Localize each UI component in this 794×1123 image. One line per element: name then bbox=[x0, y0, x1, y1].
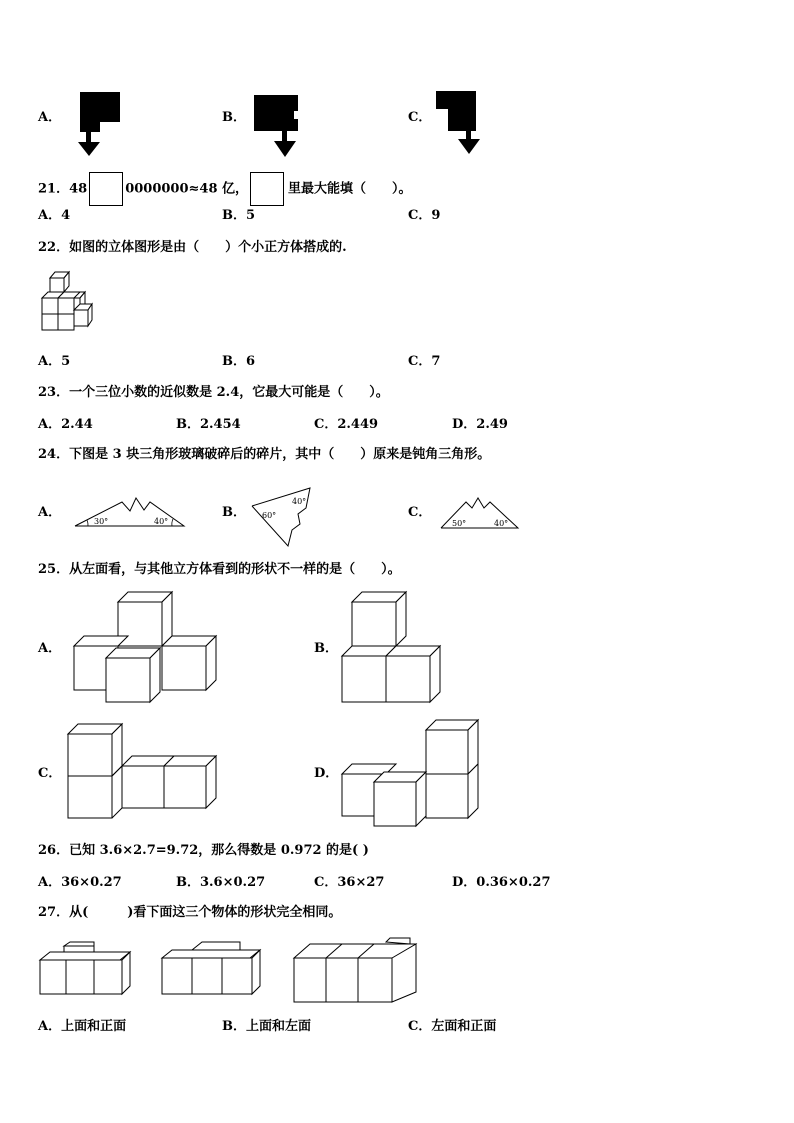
q25-option-c-label: C． bbox=[38, 766, 62, 781]
q21-option-b: B．5 bbox=[222, 208, 256, 223]
q27-object-2 bbox=[158, 940, 264, 1000]
q20-option-b-figure bbox=[254, 93, 304, 159]
q25-option-a-figure bbox=[70, 588, 222, 708]
q25-option-a-label: A． bbox=[38, 641, 62, 656]
q24-b-angle-2: 40° bbox=[292, 497, 307, 506]
q25-option-b-label: B． bbox=[314, 641, 338, 656]
q23-option-d: D．2.49 bbox=[452, 417, 508, 432]
q21-blank-box-2 bbox=[250, 172, 284, 206]
q21-option-a: A．4 bbox=[38, 208, 71, 223]
q27-option-a: A．上面和正面 bbox=[38, 1019, 127, 1034]
q21-blank-box-1 bbox=[89, 172, 123, 206]
q27-option-b: B．上面和左面 bbox=[222, 1019, 311, 1034]
q24-option-c-figure bbox=[438, 494, 523, 532]
q20-option-a-figure bbox=[76, 90, 126, 158]
q26-option-a: A．36×0.27 bbox=[38, 875, 122, 890]
q27-object-1 bbox=[36, 940, 134, 1000]
q24-a-angle-2: 40° bbox=[154, 517, 169, 526]
q25-option-c-figure bbox=[64, 720, 222, 824]
q22-option-b: B．6 bbox=[222, 354, 256, 369]
q21-suffix: 里最大能填（ ）。 bbox=[288, 181, 412, 197]
q24-option-b-label: B． bbox=[222, 505, 246, 520]
q22-stem: 22．如图的立体图形是由（ ）个小正方体搭成的. bbox=[38, 240, 347, 255]
q24-c-angle-1: 50° bbox=[452, 519, 467, 528]
q23-stem: 23．一个三位小数的近似数是 2.4，它最大可能是（ ）。 bbox=[38, 385, 389, 400]
q24-option-a-label: A． bbox=[38, 505, 62, 520]
q25-option-d-label: D． bbox=[314, 766, 339, 781]
q23-option-b: B．2.454 bbox=[176, 417, 241, 432]
q21-mid: 0000000≈48 亿， bbox=[125, 181, 249, 197]
q25-option-b-figure bbox=[338, 588, 454, 708]
q24-option-a-figure bbox=[72, 494, 187, 530]
q22-cube-figure bbox=[36, 268, 94, 338]
q21-prefix: 21．48 bbox=[38, 181, 88, 197]
q25-option-d-figure bbox=[338, 716, 484, 832]
q20-option-c-label: C． bbox=[408, 110, 432, 125]
q22-option-a: A．5 bbox=[38, 354, 71, 369]
q26-stem: 26．已知 3.6×2.7=9.72，那么得数是 0.972 的是( ) bbox=[38, 843, 369, 858]
q21-stem bbox=[38, 172, 412, 207]
q22-option-c: C．7 bbox=[408, 354, 441, 369]
q24-option-c-label: C． bbox=[408, 505, 432, 520]
q20-option-b-label: B． bbox=[222, 110, 246, 125]
q27-object-3 bbox=[290, 936, 424, 1006]
q24-option-b-figure bbox=[248, 484, 318, 550]
q26-option-b: B．3.6×0.27 bbox=[176, 875, 266, 890]
q24-a-angle-1: 30° bbox=[94, 517, 109, 526]
q27-option-c: C．左面和正面 bbox=[408, 1019, 497, 1034]
q24-b-angle-1: 60° bbox=[262, 511, 277, 520]
q20-option-c-figure bbox=[434, 89, 484, 157]
q24-stem: 24．下图是 3 块三角形玻璃破碎后的碎片，其中（ ）原来是钝角三角形。 bbox=[38, 447, 491, 462]
q21-option-c: C．9 bbox=[408, 208, 441, 223]
q25-stem: 25．从左面看，与其他立方体看到的形状不一样的是（ ）。 bbox=[38, 562, 401, 577]
q27-stem: 27．从( )看下面这三个物体的形状完全相同。 bbox=[38, 905, 342, 920]
q24-c-angle-2: 40° bbox=[494, 519, 509, 528]
q20-option-a-label: A． bbox=[38, 110, 62, 125]
q23-option-c: C．2.449 bbox=[314, 417, 379, 432]
q23-option-a: A．2.44 bbox=[38, 417, 93, 432]
q26-option-c: C．36×27 bbox=[314, 875, 385, 890]
q26-option-d: D．0.36×0.27 bbox=[452, 875, 551, 890]
